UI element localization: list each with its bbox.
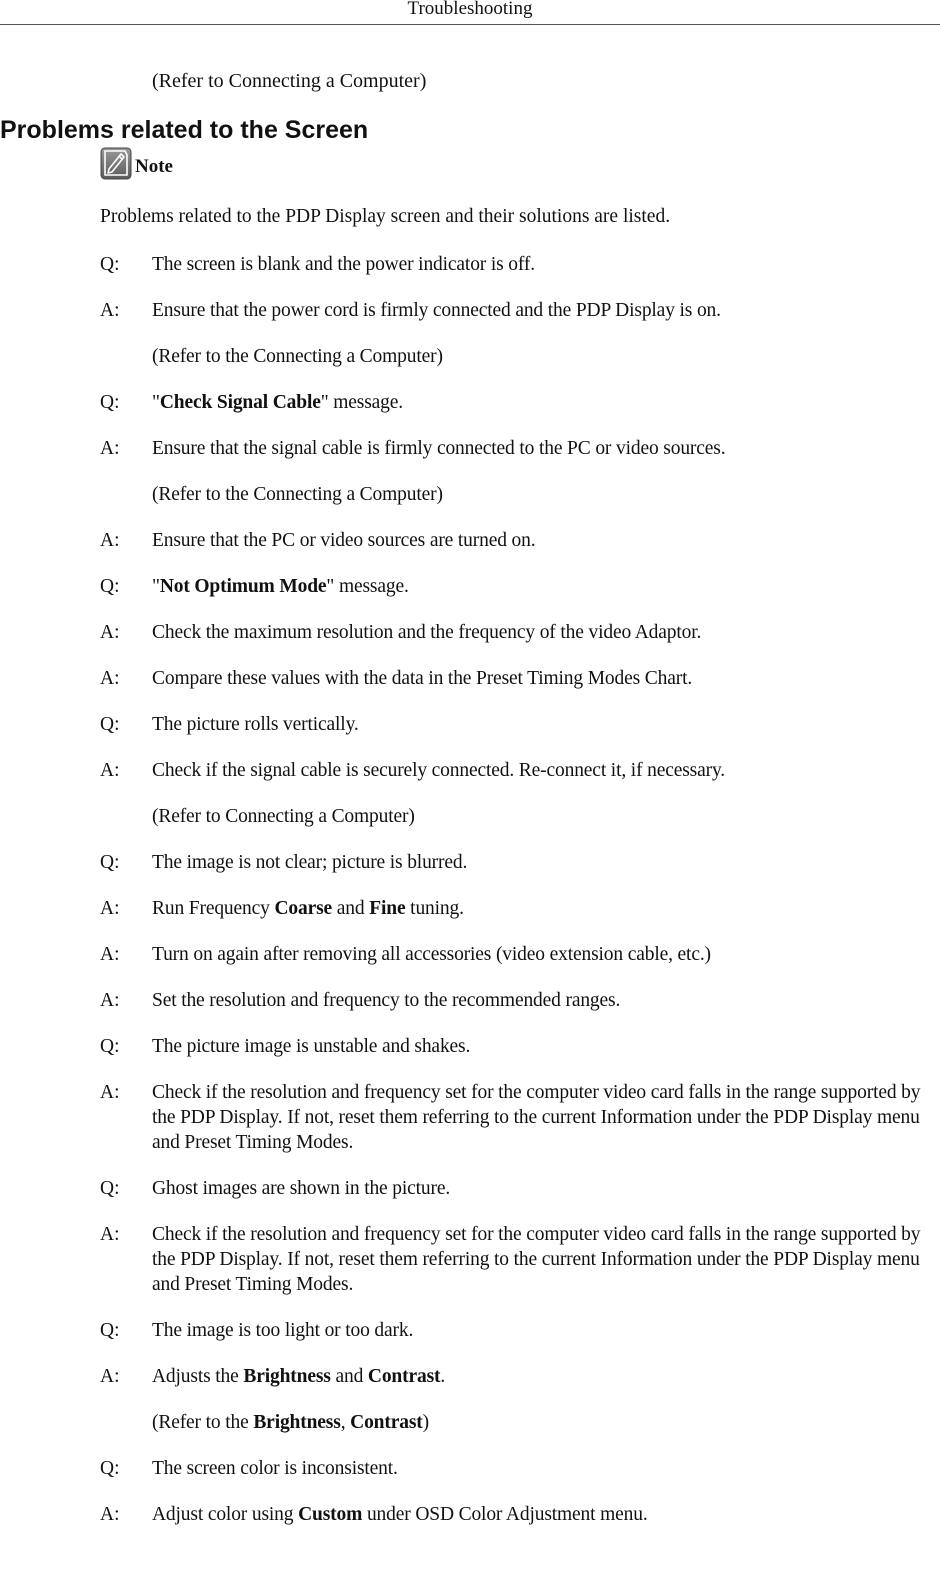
qa-label: Q:	[100, 576, 120, 597]
answer-row	[100, 666, 940, 691]
qa-text	[152, 1222, 940, 1297]
qa-label: Q:	[100, 392, 120, 413]
qa-label: A:	[100, 898, 120, 919]
text-run: Set the resolution and frequency to the recommended ranges.	[152, 990, 621, 1011]
text-run: and	[332, 898, 370, 919]
reference-note-top: (Refer to Connecting a Computer)	[152, 70, 427, 92]
text-run: The screen color is inconsistent.	[152, 1458, 398, 1479]
qa-label: A:	[100, 622, 120, 643]
qa-text	[152, 252, 940, 277]
text-run: The image is not clear; picture is blurred.	[152, 852, 468, 873]
bold-term: Coarse	[274, 898, 333, 919]
text-run: (Refer to the Connecting a Computer)	[152, 346, 443, 367]
note-block	[100, 147, 173, 180]
text-run: The screen is blank and the power indicator is off.	[152, 254, 535, 275]
answer-row	[100, 436, 940, 461]
question-row	[100, 252, 940, 277]
question-row	[100, 1456, 940, 1481]
qa-text	[152, 298, 940, 323]
qa-text	[152, 1410, 940, 1435]
section-title: Problems related to the Screen	[0, 116, 369, 144]
answer-row	[100, 1502, 940, 1527]
text-run: Check if the resolution and frequency set for the computer video card falls in the range supported by the PDP Display. If not, reset them referring to the current Information under the PDP Display menu and Preset Timing Modes.	[152, 1082, 921, 1153]
qa-text	[152, 1364, 940, 1389]
text-run: )	[422, 1412, 429, 1433]
qa-text	[152, 1080, 940, 1155]
bold-term: Contrast	[367, 1366, 441, 1387]
text-run: Run Frequency	[152, 898, 275, 919]
qa-label: Q:	[100, 254, 120, 275]
bold-term: Contrast	[350, 1412, 423, 1433]
qa-label: A:	[100, 668, 120, 689]
text-run: Compare these values with the data in the Preset Timing Modes Chart.	[152, 668, 693, 689]
qa-text	[152, 896, 940, 921]
qa-label: A:	[100, 530, 120, 551]
text-run: (Refer to Connecting a Computer)	[152, 806, 415, 827]
text-run: " message.	[320, 392, 404, 413]
qa-text	[152, 620, 940, 645]
text-run: (Refer to the Connecting a Computer)	[152, 484, 443, 505]
question-row	[100, 1176, 940, 1201]
qa-label: A:	[100, 760, 120, 781]
question-row	[100, 1318, 940, 1343]
bold-term: Check Signal Cable	[159, 392, 321, 413]
qa-text	[152, 1034, 940, 1059]
qa-label: A:	[100, 300, 120, 321]
bold-term: Brightness	[243, 1366, 331, 1387]
bold-term: Fine	[369, 898, 406, 919]
text-run: tuning.	[405, 898, 464, 919]
text-run: and	[330, 1366, 368, 1387]
text-run: under OSD Color Adjustment menu.	[362, 1504, 648, 1525]
text-run: The picture image is unstable and shakes.	[152, 1036, 471, 1057]
qa-label: A:	[100, 1082, 120, 1103]
qa-list	[100, 252, 940, 1548]
text-run: Check if the signal cable is securely connected. Re-connect it, if necessary.	[152, 760, 726, 781]
qa-text	[152, 666, 940, 691]
qa-label: Q:	[100, 1036, 120, 1057]
qa-label: A:	[100, 990, 120, 1011]
qa-text	[152, 804, 940, 829]
text-run: Check if the resolution and frequency set for the computer video card falls in the range supported by the PDP Display. If not, reset them referring to the current Information under the PDP Display menu and Preset Timing Modes.	[152, 1224, 921, 1295]
qa-text	[152, 390, 940, 415]
qa-text	[152, 1456, 940, 1481]
text-run: ,	[340, 1412, 351, 1433]
text-run: Ghost images are shown in the picture.	[152, 1178, 451, 1199]
question-row	[100, 850, 940, 875]
text-run: Ensure that the power cord is firmly connected and the PDP Display is on.	[152, 300, 721, 321]
qa-text	[152, 758, 940, 783]
reference-row	[100, 344, 940, 369]
qa-label: Q:	[100, 1178, 120, 1199]
note-label: Note	[135, 156, 173, 177]
reference-row	[100, 482, 940, 507]
text-run: Ensure that the PC or video sources are turned on.	[152, 530, 536, 551]
text-run: (Refer to the	[152, 1412, 254, 1433]
qa-label: A:	[100, 1224, 120, 1245]
qa-text	[152, 988, 940, 1013]
qa-text	[152, 712, 940, 737]
note-pencil-icon	[100, 147, 132, 180]
text-run: The image is too light or too dark.	[152, 1320, 414, 1341]
intro-text: Problems related to the PDP Display screen and their solutions are listed.	[100, 206, 671, 227]
answer-row	[100, 1364, 940, 1389]
text-run: The picture rolls vertically.	[152, 714, 359, 735]
text-run: "	[152, 576, 160, 597]
qa-text	[152, 528, 940, 553]
answer-row	[100, 528, 940, 553]
qa-label: Q:	[100, 1320, 120, 1341]
answer-row	[100, 896, 940, 921]
text-run: .	[440, 1366, 446, 1387]
qa-label: A:	[100, 944, 120, 965]
text-run: Adjust color using	[152, 1504, 299, 1525]
answer-row	[100, 988, 940, 1013]
qa-label: Q:	[100, 714, 120, 735]
bold-term: Brightness	[253, 1412, 341, 1433]
qa-label: A:	[100, 1366, 120, 1387]
reference-row	[100, 1410, 940, 1435]
qa-text	[152, 1318, 940, 1343]
qa-text	[152, 574, 940, 599]
qa-text	[152, 482, 940, 507]
qa-text	[152, 850, 940, 875]
bold-term: Not Optimum Mode	[159, 576, 327, 597]
answer-row	[100, 620, 940, 645]
answer-row	[100, 298, 940, 323]
question-row	[100, 390, 940, 415]
text-run: Ensure that the signal cable is firmly connected to the PC or video sources.	[152, 438, 726, 459]
text-run: " message.	[326, 576, 409, 597]
answer-row	[100, 942, 940, 967]
question-row	[100, 1034, 940, 1059]
text-run: Turn on again after removing all accessories (video extension cable, etc.)	[152, 944, 711, 965]
text-run: "	[152, 392, 160, 413]
qa-text	[152, 436, 940, 461]
question-row	[100, 574, 940, 599]
qa-text	[152, 1176, 940, 1201]
qa-text	[152, 1502, 940, 1527]
qa-label: Q:	[100, 852, 120, 873]
qa-text	[152, 942, 940, 967]
qa-text	[152, 344, 940, 369]
text-run: Check the maximum resolution and the frequency of the video Adaptor.	[152, 622, 702, 643]
bold-term: Custom	[298, 1504, 363, 1525]
qa-label: A:	[100, 438, 120, 459]
text-run: Adjusts the	[152, 1366, 244, 1387]
answer-row	[100, 1080, 940, 1155]
qa-label: Q:	[100, 1458, 120, 1479]
page-header-title: Troubleshooting	[407, 0, 533, 19]
reference-row	[100, 804, 940, 829]
question-row	[100, 712, 940, 737]
qa-label: A:	[100, 1504, 120, 1525]
page-header	[0, 0, 940, 25]
answer-row	[100, 1222, 940, 1297]
answer-row	[100, 758, 940, 783]
